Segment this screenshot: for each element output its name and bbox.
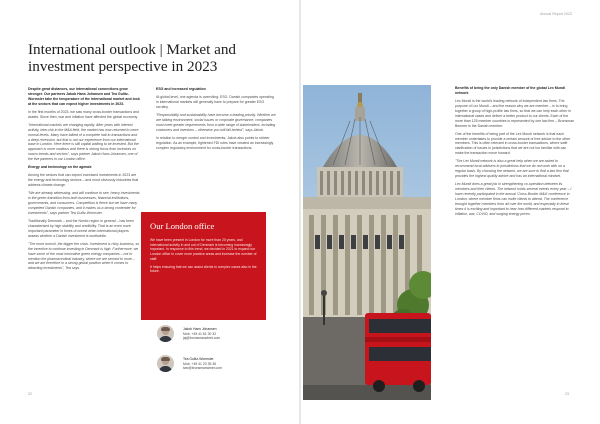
contact-email[interactable]: two@bronsmanwinet.com [183,366,223,371]
avatar [157,355,174,372]
left-column-1 [28,87,140,274]
avatar [157,325,174,342]
contact-email[interactable]: jaj@bronsmanwinet.com [183,336,221,341]
intro-lede: Despite great distances, our international connections grow stronger. Our partners Jakob Hans Johansen and Tea Gulitz-Wormsler take the temperature of the international market and look at the sectors that can expect higher investments in 2023. [28,87,140,106]
contact-details [183,357,222,371]
page-title: International outlook | Market and investment perspective in 2023 [28,41,237,75]
box-heading: Our London office [150,221,215,231]
right-column [455,86,575,220]
contact-phone: Mob. +45 41 61 30 32 [183,331,217,336]
paragraph: Among the sectors that can expect increased investments in 2023 are the energy and technology sectors – and most obviously industries that address climate change. [28,173,139,188]
contact-card [157,355,287,379]
quote-paragraph: "Responsibility and sustainability have become a leading priority. Whether we are talking environment, social issues or corporate governance, companies must meet greater requirements from a wide range of stakeholders, including customers and investors – otherwise you will fall behind", says Jakob. [156,113,276,132]
quote-paragraph: "The Lex Mundi network is also a great help when we are asked to recommend local advisers in jurisdictions that we do not work with on a regular basis. By choosing the network, we are sure to find a law firm that provides the highest quality advice and has an international mindset. [455,159,569,179]
contact-card [157,325,287,349]
lex-mundi-heading: Benefits of being the only Danish member of the global Lex Mundi network [455,86,566,95]
paragraph: In the first months of 2023, we saw many cross-border transactions and assets. Since then, war and inflation have affected the global economy. [28,109,139,119]
paragraph: Lex Mundi is the world's leading network of independent law firms. The purpose of Lex Mundi – and the reason why we are member – is to bring together a group of high-profile law firms, so that we can help each other in international cases and deliver a better product to our clients. Each of the more than 125 member countries is represented by one law firm – Bronsman Beumer is the Danish member. [455,99,575,128]
quote-paragraph: Lex Mundi does a great job in strengthening co-operation between its members and their clients. The network holds several events every year – I have recently participated in the annual 'Cross-Border M&A' conference in London, where member firms can invite clients to attend. The conference brought together members from all over the world, and especially in these times it is exciting and important to hear how different markets respond to inflation, war, COVID, and surging energy prices. [455,182,572,216]
page-number-right: 23 [565,392,569,396]
left-column-2 [156,87,276,154]
contact-phone: Mob. +45 41 20 35 36 [183,361,217,366]
london-office-box [141,212,266,320]
contact-details [183,327,220,341]
running-header: Annual Report 2023 [540,12,572,16]
paragraph: Traditionally Denmark – and the Nordic region in general – has been characterised by high stability and credibility. That is an even more important parameter in times of unrest when international players assess whether a Danish investment is worthwhile. [28,218,134,238]
quote-paragraph: "The more turmoil, the bigger the crisis. Investment is risky business, so the incentive to continue investing in Denmark is high. Furthermore, we have some of the most innovative green energy companies – not to mention the pharmaceutical industry, where we are second to none – and we are therefore in a strong global position when it comes to attracting investments", Tea says. [28,241,140,271]
contact-name: Jakob Hans Johansen [183,327,217,331]
paragraph: In relation to merger control and investments, Jakob also points to stricter regulation. As an example, tightened FDI rules have created an increasingly complex regulatory environment for cross-border transactions. [156,135,274,150]
section-subhead: ESG and increased regulation [156,87,206,91]
box-paragraph: It helps ensuring that we can assist clients in complex cases also in the future. [150,264,257,274]
paragraph: One of the benefits of being part of the Lex Mundi network is that each member undertakes to provide a certain amount of free advice to the other members. This is often relevant in cross-border transactions, where swift clarification of issues in jurisdictions that we are not too familiar with can make the transaction move forward. [455,131,571,156]
st-pauls-photo [303,85,431,400]
quote-paragraph: "We are already witnessing, and will continue to see, heavy investments in the green transition from both businesses, financial institutions, governments, and consumers. Competition is fierce but we have many competent Danish companies, and it makes us a strong contender for investments", says partner Tea Gulitz-Wormsler. [28,191,140,215]
contact-name: Tea Gulitz-Wormsler [183,357,214,361]
quote-paragraph: "International markets are changing rapidly. After years with interest activity, inter-risk in the M&A field, the market has now returned to more normal levels. Many have talked of a complete halt to transactions and a deep recession, but that is not our experience from our international base in London. Here there is still capital waiting to be invested. But the approach is more cautious and there is strong focus from investors on macro-trends and sectors", says partner Jakob Hans Johansen, one of the five partners in our London office. [28,122,139,162]
box-paragraph: We have been present in London for more than 20 years, and international activity in and out of Denmark is becoming increasingly important. In response to this trend, we decided in 2021 to expand our London office to cover more practice areas and increase the number of staff. [150,238,257,261]
section-subhead: Energy and technology on the agenda [28,165,92,170]
box-body [150,238,258,277]
page-number-left: 22 [28,392,32,396]
paragraph: At global level, one agenda is overriding: ESG. Danish companies operating in international markets will generally have to prepare for greater ESG scrutiny. [156,95,274,109]
